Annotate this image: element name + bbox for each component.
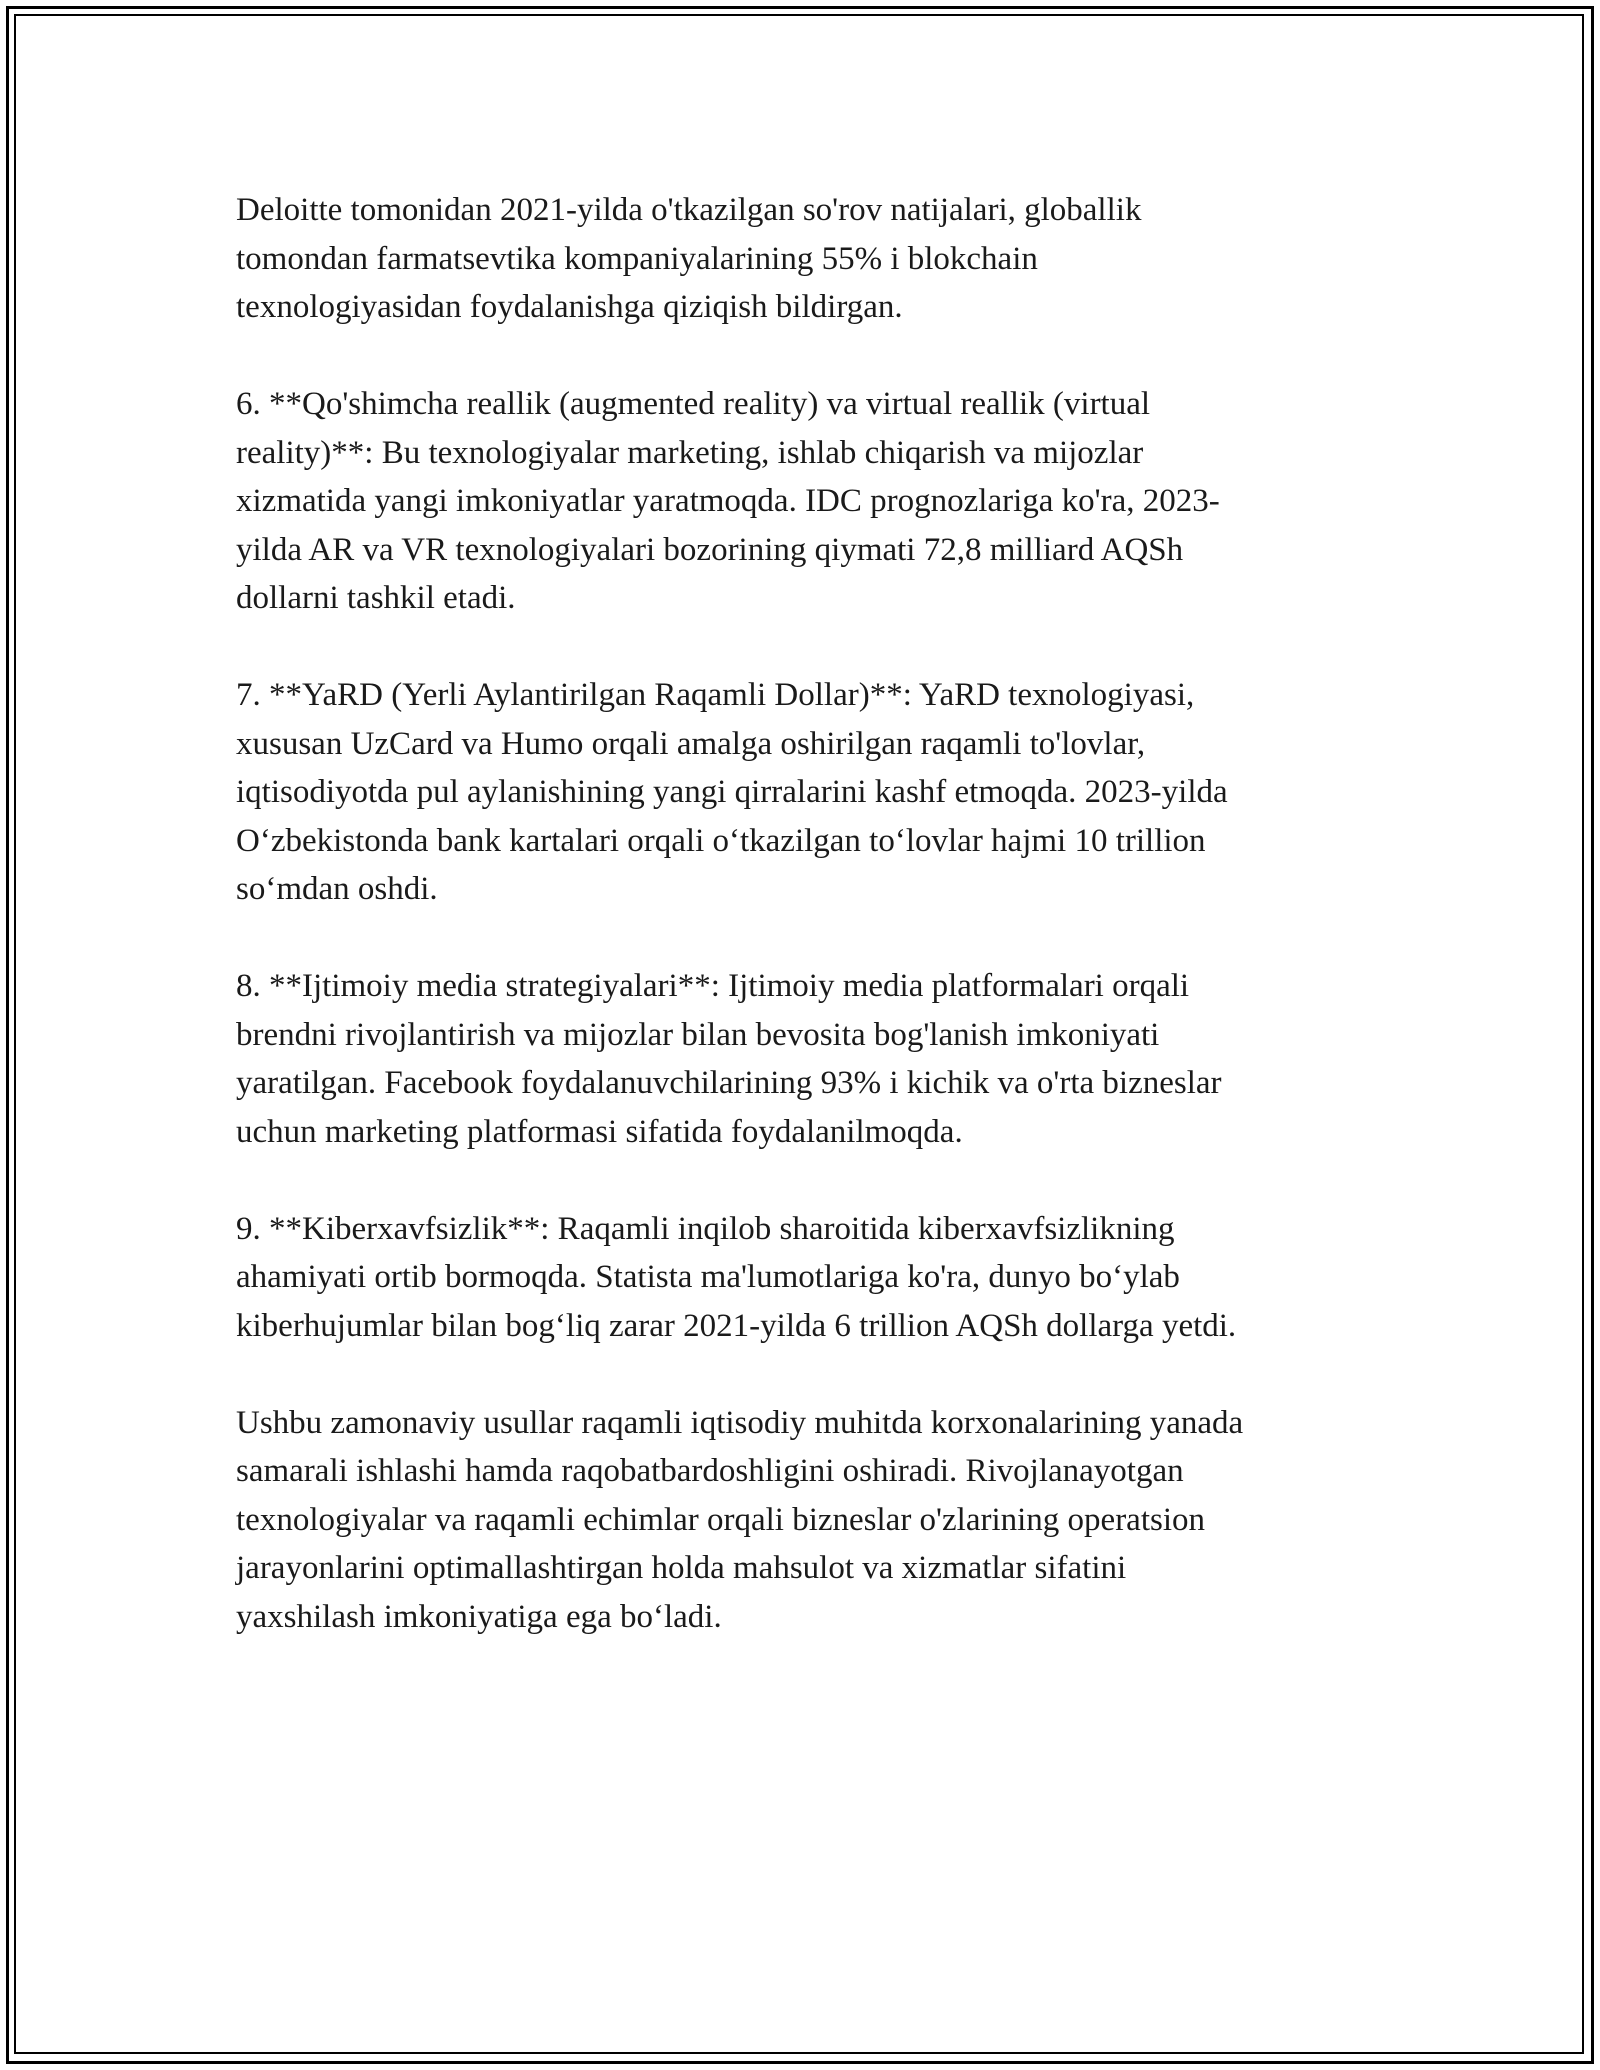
paragraph-intro: Deloitte tomonidan 2021-yilda o'tkazilgan so'rov natijalari, globallik tomondan farmatsevtika kompaniyalarining 55% i blokchain texnologiyasidan foydalanishga qiziqish bildirgan. (236, 192, 1142, 325)
paragraph-conclusion: Ushbu zamonaviy usullar raqamli iqtisodiy muhitda korxonalarining yanada samarali ishlashi hamda raqobatbardoshligini oshiradi. Rivojlanayotgan texnologiyalar va raqamli echimlar orqali bizneslar o'zlarining operatsion jarayonlarini optimallashtirgan holda mahsulot va xizmatlar sifatini yaxshilash imkoniyatiga ega bo‘ladi. (236, 1404, 1244, 1635)
document-body (236, 186, 1366, 1690)
paragraph-item-8: 8. **Ijtimoiy media strategiyalari**: Ijtimoiy media platformalari orqali brendni rivojlantirish va mijozlar bilan bevosita bog'lanish imkoniyati yaratilgan. Facebook foydalanuvchilarining 93% i kichik va o'rta bizneslar uchun marketing platformasi sifatida foydalanilmoqda. (236, 968, 1222, 1150)
paragraph-item-6: 6. **Qo'shimcha reallik (augmented reality) va virtual reallik (virtual reality)**: Bu texnologiyalar marketing, ishlab chiqarish va mijozlar xizmatida yangi imkoniyatlar yaratmoqda. IDC prognozlariga ko'ra, 2023- yilda AR va VR texnologiyalari bozorining qiymati 72,8 milliard AQSh dollarni tashkil etadi. (236, 386, 1220, 616)
paragraph-item-9: 9. **Kiberxavfsizlik**: Raqamli inqilob sharoitida kiberxavfsizlikning ahamiyati ortib bormoqda. Statista ma'lumotlariga ko'ra, dunyo bo‘ylab kiberhujumlar bilan bog‘liq zarar 2021-yilda 6 trillion AQSh dollarga yetdi. (236, 1210, 1237, 1344)
paragraph-item-7: 7. **YaRD (Yerli Aylantirilgan Raqamli Dollar)**: YaRD texnologiyasi, xususan UzCard va Humo orqali amalga oshirilgan raqamli to'lovlar, iqtisodiyotda pul aylanishining yangi qirralarini kashf etmoqda. 2023-yilda O‘zbekistonda bank kartalari orqali o‘tkazilgan to‘lovlar hajmi 10 trillion so‘mdan oshdi. (236, 677, 1228, 907)
